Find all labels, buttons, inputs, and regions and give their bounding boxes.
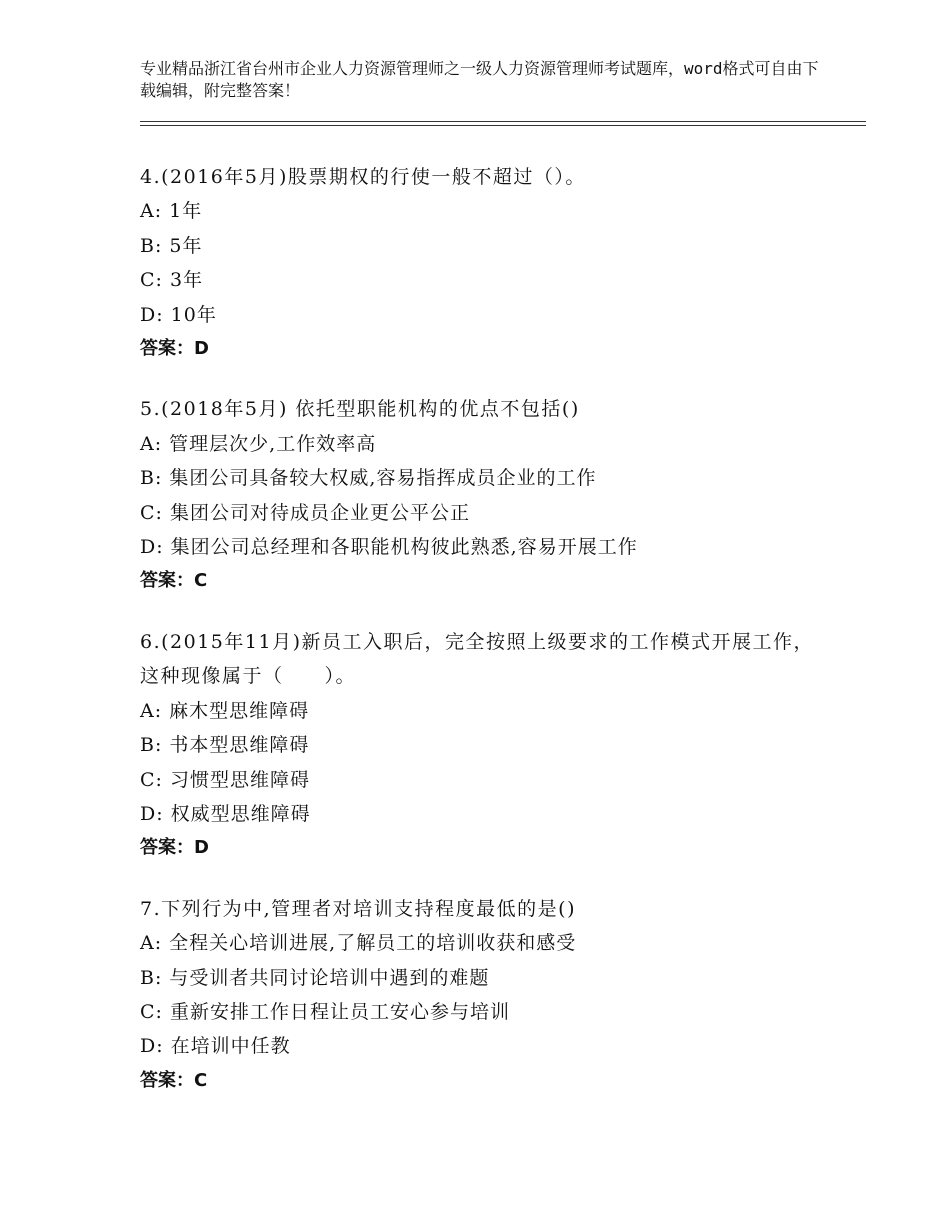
question-list: [140, 160, 820, 1124]
option-a: A: 麻木型思维障碍: [140, 699, 310, 722]
question-5: [140, 392, 820, 598]
option-d: D: 在培训中任教: [140, 1035, 291, 1058]
option-b: B: 集团公司具备较大权威,容易指挥成员企业的工作: [140, 467, 597, 490]
question-stem: 6.(2015年11月)新员工入职后，完全按照上级要求的工作模式开展工作，这种现像属于（ ）。: [140, 630, 814, 688]
option-d: D: 10年: [140, 303, 217, 326]
answer: 答案：C: [140, 570, 208, 592]
question-stem: 5.(2018年5月) 依托型职能机构的优点不包括(): [140, 398, 580, 421]
option-c: C: 集团公司对待成员企业更公平公正: [140, 501, 470, 524]
option-a: A: 全程关心培训进展,了解员工的培训收获和感受: [140, 932, 577, 955]
question-7: [140, 892, 820, 1098]
option-d: D: 权威型思维障碍: [140, 802, 311, 825]
option-c: C: 习惯型思维障碍: [140, 768, 310, 791]
question-stem: 4.(2016年5月)股票期权的行使一般不超过（）。: [140, 166, 586, 188]
option-c: C: 重新安排工作日程让员工安心参与培训: [140, 1000, 510, 1023]
option-b: B: 书本型思维障碍: [140, 734, 310, 757]
question-6: [140, 625, 820, 866]
option-b: B: 5年: [140, 234, 203, 257]
option-d: D: 集团公司总经理和各职能机构彼此熟悉,容易开展工作: [140, 536, 638, 559]
option-a: A: 管理层次少,工作效率高: [140, 432, 377, 455]
question-4: [140, 160, 820, 366]
question-stem: 7.下列行为中,管理者对培训支持程度最低的是(): [140, 897, 576, 920]
option-b: B: 与受训者共同讨论培训中遇到的难题: [140, 966, 490, 989]
answer: 答案：D: [140, 338, 209, 360]
page-header: 专业精品浙江省台州市企业人力资源管理师之一级人力资源管理师考试题库，word格式可自由下载编辑，附完整答案！: [140, 59, 819, 100]
option-a: A: 1年: [140, 200, 203, 223]
option-c: C: 3年: [140, 269, 204, 292]
answer: 答案：D: [140, 837, 209, 859]
header-double-rule: [140, 121, 866, 126]
answer: 答案：C: [140, 1069, 208, 1091]
